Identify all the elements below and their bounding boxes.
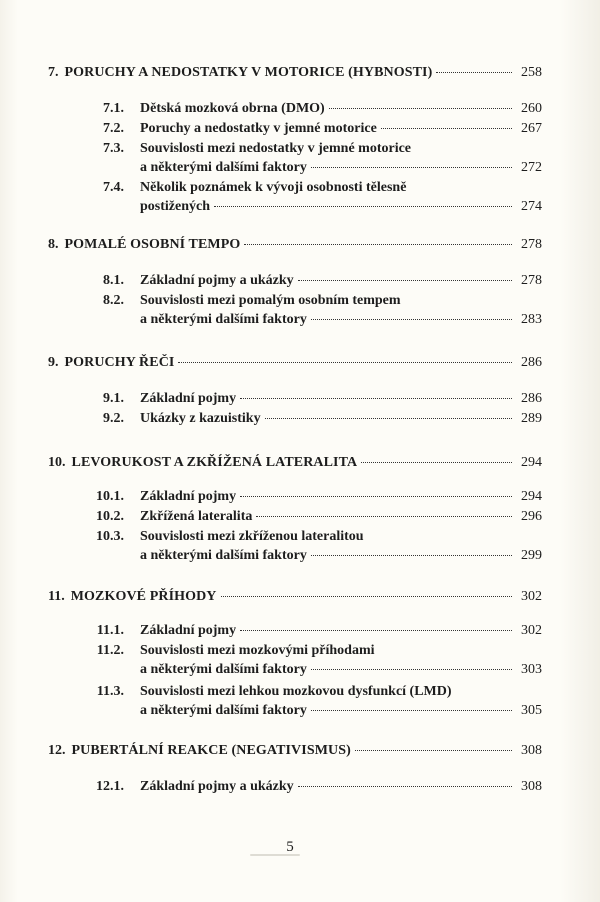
chapter-title: LEVORUKOST A ZKŘÍŽENÁ LATERALITA <box>71 455 358 470</box>
dot-leader <box>244 244 512 245</box>
chapter-entry <box>48 354 542 372</box>
chapter-title: MOZKOVÉ PŘÍHODY <box>70 589 217 604</box>
section-title: Souvislosti mezi pomalým osobním tempem <box>140 293 401 308</box>
chapter-page: 278 <box>521 237 542 252</box>
section-page: 272 <box>521 160 542 175</box>
chapter-title: POMALÉ OSOBNÍ TEMPO <box>64 237 241 252</box>
dot-leader <box>361 462 512 463</box>
section-page: 286 <box>521 391 542 406</box>
section-title: Základní pojmy a ukázky <box>140 779 294 794</box>
section-number: 8.1. <box>103 273 124 288</box>
section-entry <box>76 390 542 408</box>
dot-leader <box>436 72 512 73</box>
section-entry <box>76 488 542 506</box>
section-title: a některými dalšími faktory <box>140 548 307 563</box>
section-title: a některými dalšími faktory <box>140 703 307 718</box>
section-number: 9.2. <box>103 411 124 426</box>
dot-leader <box>240 398 512 399</box>
chapter-number: 12. <box>48 743 66 758</box>
dot-leader <box>221 596 512 597</box>
chapter-page: 294 <box>521 455 542 470</box>
dot-leader <box>298 280 512 281</box>
section-entry <box>76 100 542 118</box>
section-entry <box>76 120 542 138</box>
section-page: 308 <box>521 779 542 794</box>
chapter-entry <box>48 236 542 254</box>
section-number: 12.1. <box>96 779 124 794</box>
section-number: 9.1. <box>103 391 124 406</box>
section-title: a některými dalšími faktory <box>140 160 307 175</box>
dot-leader <box>240 630 512 631</box>
section-title: a některými dalšími faktory <box>140 662 307 677</box>
dot-leader <box>256 516 512 517</box>
section-number: 7.4. <box>103 180 124 195</box>
dot-leader <box>329 108 512 109</box>
dot-leader <box>311 319 512 320</box>
chapter-title: PUBERTÁLNÍ REAKCE (NEGATIVISMUS) <box>71 743 351 758</box>
chapter-page: 286 <box>521 355 542 370</box>
section-entry-continuation <box>140 547 542 565</box>
section-page: 305 <box>521 703 542 718</box>
section-number: 10.1. <box>96 489 124 504</box>
section-title: Souvislosti mezi mozkovými příhodami <box>140 643 375 658</box>
chapter-entry <box>48 64 542 82</box>
section-number: 11.3. <box>96 684 124 699</box>
dot-leader <box>355 750 512 751</box>
section-page: 278 <box>521 273 542 288</box>
section-entry-continuation <box>140 702 542 720</box>
section-number: 7.1. <box>103 101 124 116</box>
chapter-page: 258 <box>521 65 542 80</box>
section-entry <box>76 179 542 197</box>
dot-leader <box>381 128 512 129</box>
section-entry-continuation <box>140 311 542 329</box>
dot-leader <box>298 786 512 787</box>
dot-leader <box>311 555 512 556</box>
section-entry <box>76 272 542 290</box>
section-number: 7.2. <box>103 121 124 136</box>
dot-leader <box>240 496 512 497</box>
section-title: Několik poznámek k vývoji osobnosti tělesně <box>140 180 407 195</box>
chapter-number: 10. <box>48 455 66 470</box>
chapter-number: 9. <box>48 355 59 370</box>
section-page: 260 <box>521 101 542 116</box>
dot-leader <box>265 418 512 419</box>
chapter-page: 308 <box>521 743 542 758</box>
section-entry-continuation <box>140 661 542 679</box>
section-page: 267 <box>521 121 542 136</box>
section-number: 11.2. <box>96 643 124 658</box>
section-entry <box>76 642 542 660</box>
section-page: 283 <box>521 312 542 327</box>
section-number: 7.3. <box>103 141 124 156</box>
section-entry <box>76 778 542 796</box>
chapter-entry <box>48 454 542 472</box>
section-title: Základní pojmy <box>140 489 237 504</box>
section-page: 296 <box>521 509 542 524</box>
section-title: Souvislosti mezi nedostatky v jemné motorice <box>140 141 412 156</box>
section-entry <box>76 622 542 640</box>
section-page: 294 <box>521 489 542 504</box>
section-number: 10.3. <box>96 529 124 544</box>
dot-leader <box>214 206 512 207</box>
section-entry <box>76 292 542 310</box>
section-page: 289 <box>521 411 542 426</box>
section-title: Základní pojmy <box>140 623 237 638</box>
section-number: 11.1. <box>96 623 124 638</box>
section-number: 8.2. <box>103 293 124 308</box>
chapter-entry <box>48 742 542 760</box>
chapter-page: 302 <box>521 589 542 604</box>
section-title: Dětská mozková obrna (DMO) <box>140 101 325 116</box>
dot-leader <box>311 167 512 168</box>
dot-leader <box>311 669 512 670</box>
section-entry <box>76 410 542 428</box>
dot-leader <box>178 362 512 363</box>
chapter-title: PORUCHY ŘEČI <box>64 355 175 370</box>
section-title: Souvislosti mezi lehkou mozkovou dysfunkcí (LMD) <box>140 684 452 699</box>
section-entry <box>76 508 542 526</box>
section-entry-continuation <box>140 159 542 177</box>
section-title: Poruchy a nedostatky v jemné motorice <box>140 121 377 136</box>
section-number: 10.2. <box>96 509 124 524</box>
section-title: Základní pojmy a ukázky <box>140 273 294 288</box>
chapter-entry <box>48 588 542 606</box>
section-title: Základní pojmy <box>140 391 237 406</box>
dot-leader <box>311 710 512 711</box>
chapter-number: 7. <box>48 65 59 80</box>
section-entry-continuation <box>140 198 542 216</box>
section-entry <box>76 140 542 158</box>
section-title: Ukázky z kazuistiky <box>140 411 261 426</box>
section-title: Souvislosti mezi zkříženou lateralitou <box>140 529 364 544</box>
section-page: 274 <box>521 199 542 214</box>
section-page: 303 <box>521 662 542 677</box>
section-title: a některými dalšími faktory <box>140 312 307 327</box>
section-page: 302 <box>521 623 542 638</box>
section-page: 299 <box>521 548 542 563</box>
page-number: 5 <box>286 839 294 855</box>
section-entry <box>76 528 542 546</box>
section-entry <box>76 683 542 701</box>
chapter-number: 8. <box>48 237 59 252</box>
chapter-number: 11. <box>48 589 65 604</box>
section-title: Zkřížená lateralita <box>140 509 253 524</box>
section-title: postižených <box>140 199 210 214</box>
chapter-title: PORUCHY A NEDOSTATKY V MOTORICE (HYBNOSTI) <box>64 65 433 80</box>
